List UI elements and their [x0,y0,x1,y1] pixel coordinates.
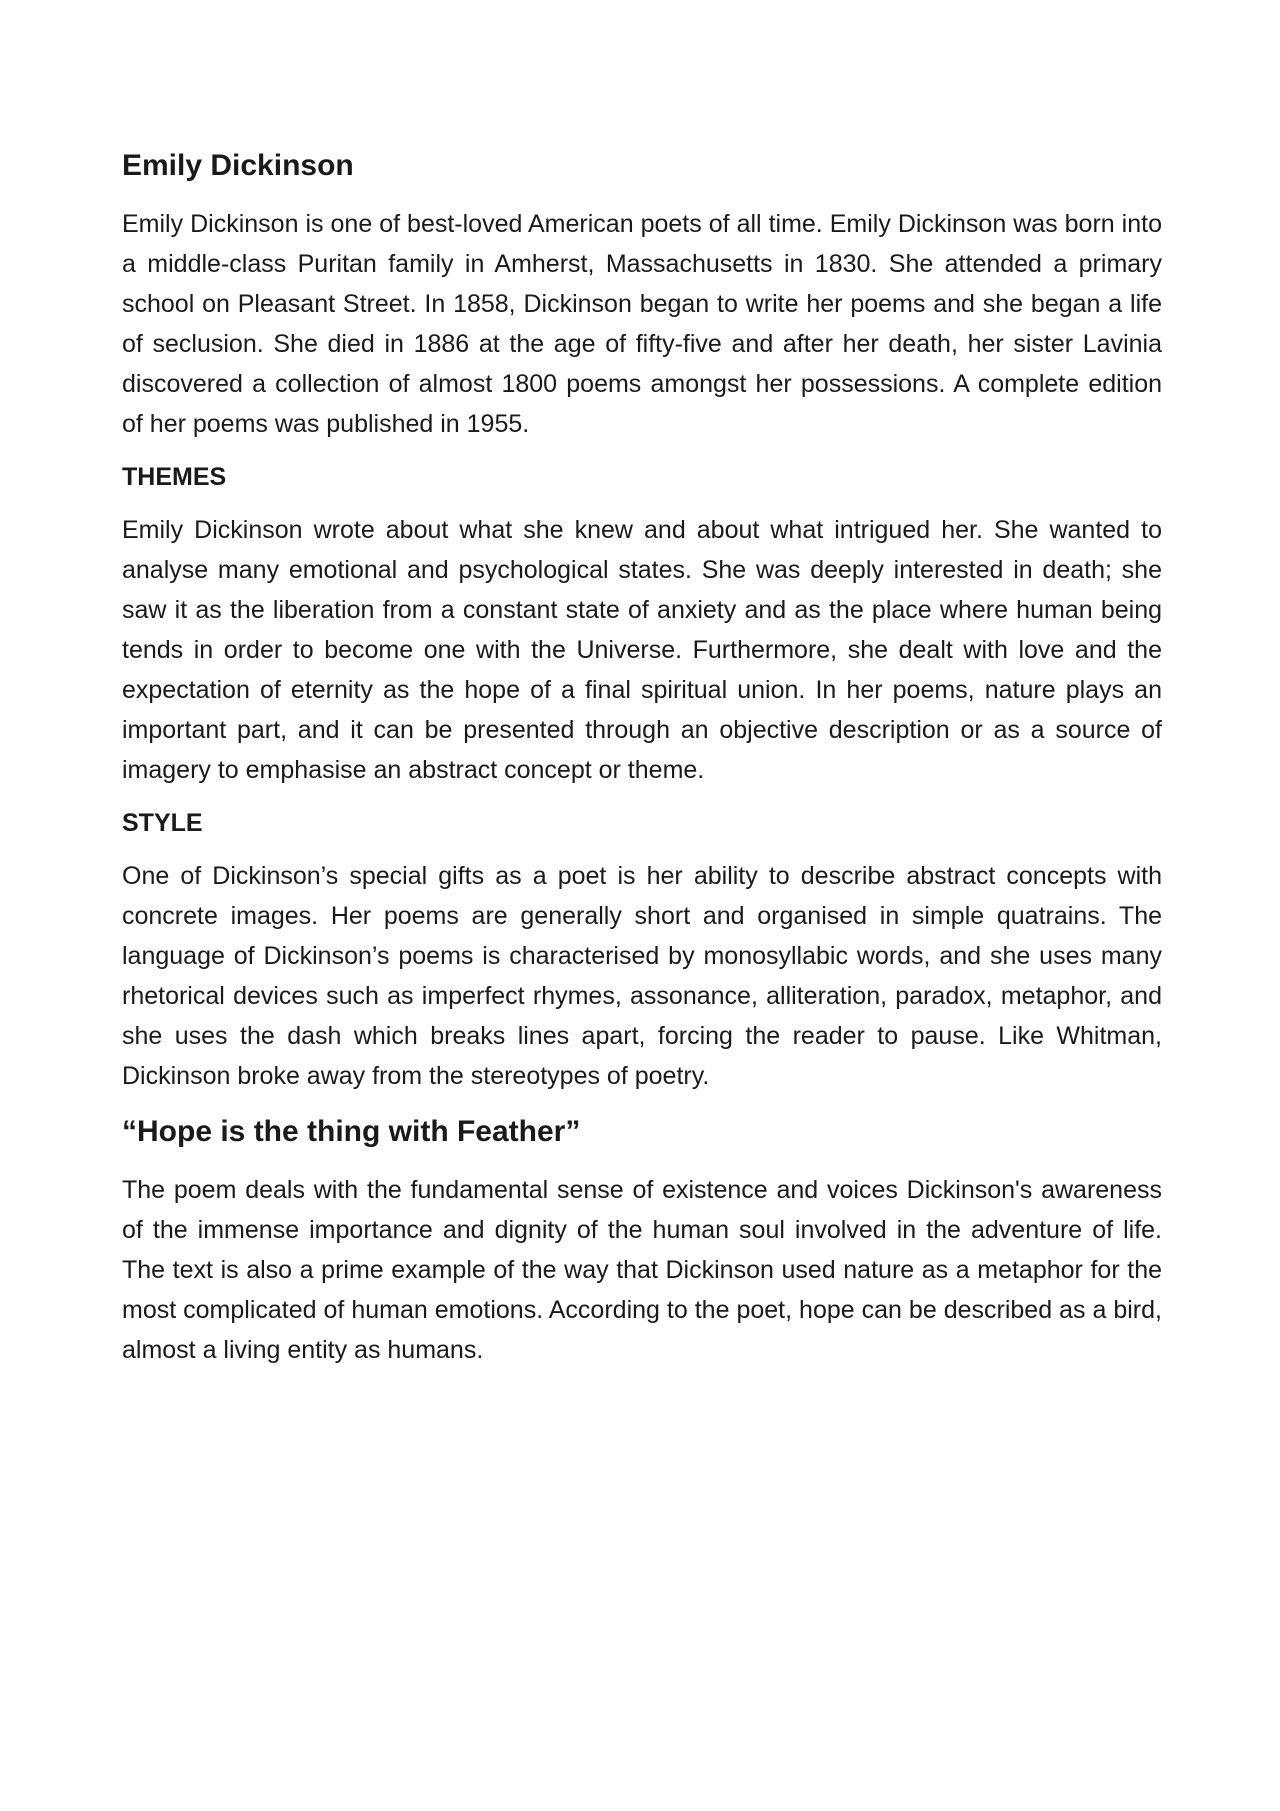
themes-paragraph: Emily Dickinson wrote about what she knew and about what intrigued her. She wanted to analyse many emotional and psychological states. She was deeply interested in death; she saw it as the liberation from a constant state of anxiety and as the place where human being tends in order to become one with the Universe. Furthermore, she dealt with love and the expectation of eternity as the hope of a final spiritual union. In her poems, nature plays an important part, and it can be presented through an objective description or as a source of imagery to emphasise an abstract concept or theme. [122,516,1162,784]
poem-title: “Hope is the thing with Feather” [122,1115,581,1148]
document-page [122,148,1162,1388]
style-paragraph: One of Dickinson’s special gifts as a poet is her ability to describe abstract concepts with concrete images. Her poems are generally short and organised in simple quatrains. The language of Dickinson’s poems is characterised by monosyllabic words, and she uses many rhetorical devices such as imperfect rhymes, assonance, alliteration, paradox, metaphor, and she uses the dash which breaks lines apart, forcing the reader to pause. Like Whitman, Dickinson broke away from the stereotypes of poetry. [122,862,1162,1090]
poem-paragraph: The poem deals with the fundamental sense of existence and voices Dickinson's awareness of the immense importance and dignity of the human soul involved in the adventure of life. The text is also a prime example of the way that Dickinson used nature as a metaphor for the most complicated of human emotions. According to the poet, hope can be described as a bird, almost a living entity as humans. [122,1176,1162,1364]
intro-paragraph: Emily Dickinson is one of best-loved American poets of all time. Emily Dickinson was born into a middle-class Puritan family in Amherst, Massachusetts in 1830. She attended a primary school on Pleasant Street. In 1858, Dickinson began to write her poems and she began a life of seclusion. She died in 1886 at the age of fifty-five and after her death, her sister Lavinia discovered a collection of almost 1800 poems amongst her possessions. A complete edition of her poems was published in 1955. [122,210,1162,438]
style-heading: STYLE [122,809,203,837]
page-title: Emily Dickinson [122,149,354,182]
themes-heading: THEMES [122,463,227,491]
